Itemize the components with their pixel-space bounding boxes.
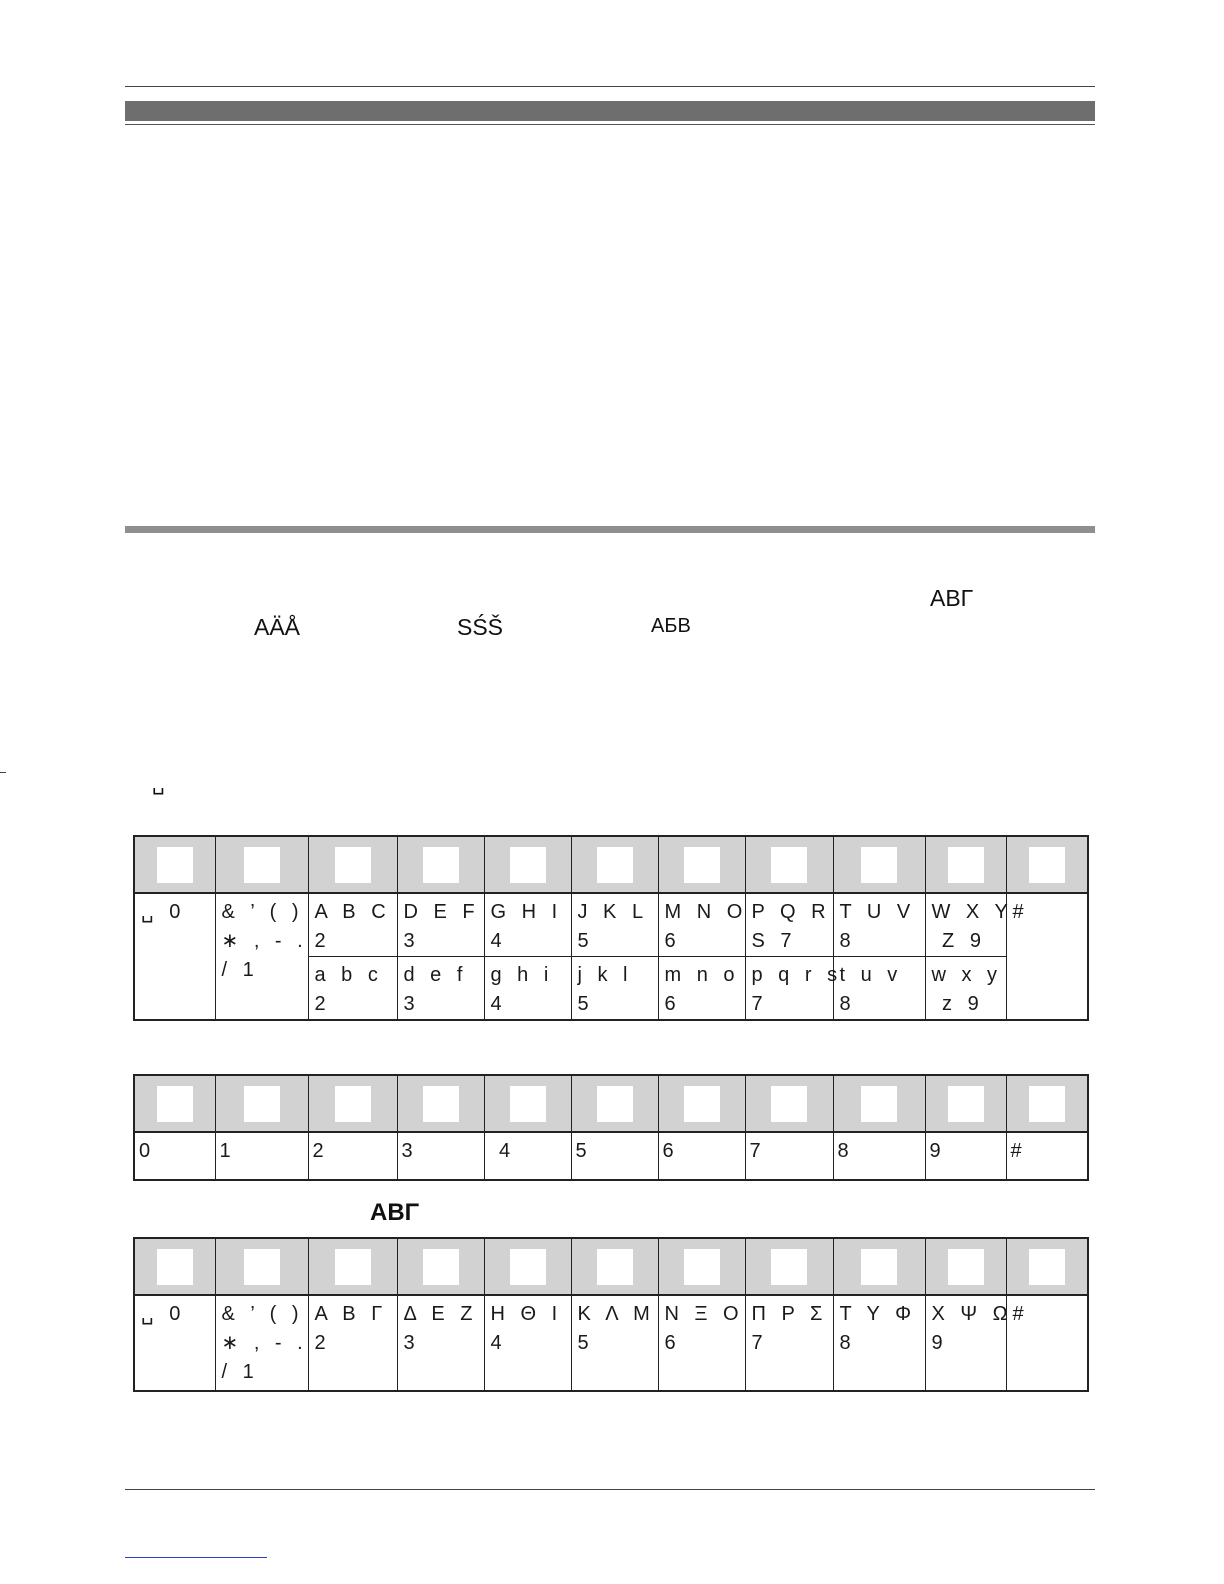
numeric-cell: 8 xyxy=(833,1132,925,1180)
key-cell xyxy=(571,836,658,893)
key-icon xyxy=(423,847,459,883)
key-icon xyxy=(948,1086,984,1122)
eastern-european-mode-glyph: SŚŠ xyxy=(457,614,504,640)
greek-mode-glyph: ΑΒΓ xyxy=(930,585,974,611)
greek-char-cell: Τ Υ Φ 8 xyxy=(833,1295,925,1391)
key-icon xyxy=(510,1249,546,1285)
char-cell-key-1: & ’ ( ) ∗ , - . / 1 xyxy=(215,893,308,1020)
greek-char-cell: # xyxy=(1006,1295,1088,1391)
key-cell xyxy=(308,1238,397,1295)
numeric-cell: 5 xyxy=(571,1132,658,1180)
key-icon xyxy=(1029,1086,1065,1122)
key-icon xyxy=(244,847,280,883)
numeric-cell: 7 xyxy=(745,1132,833,1180)
alphabet-character-table xyxy=(133,835,1089,1021)
greek-char-cell: ␣ 0 xyxy=(134,1295,215,1391)
key-icon xyxy=(861,1249,897,1285)
key-icon xyxy=(771,847,807,883)
key-cell xyxy=(308,836,397,893)
key-icon xyxy=(244,1086,280,1122)
key-icon xyxy=(157,1249,193,1285)
key-cell xyxy=(833,1238,925,1295)
header-rule xyxy=(125,86,1095,87)
key-cell xyxy=(215,1075,308,1132)
key-icon xyxy=(861,1086,897,1122)
key-cell xyxy=(134,1075,215,1132)
char-cell-key-5-lower: j k l 5 xyxy=(571,957,658,1021)
char-cell-key-6-upper: M N O 6 xyxy=(658,893,745,957)
section-divider-band xyxy=(125,526,1095,533)
char-cell-key-6-lower: m n o 6 xyxy=(658,957,745,1021)
key-icon xyxy=(771,1249,807,1285)
greek-character-table xyxy=(133,1237,1089,1392)
numeric-cell: 0 xyxy=(134,1132,215,1180)
margin-mark xyxy=(0,772,6,773)
key-cell xyxy=(397,1075,484,1132)
space-symbol-glyph: ␣ xyxy=(152,773,165,795)
char-cell-key-4-lower: g h i 4 xyxy=(484,957,571,1021)
key-cell xyxy=(745,1075,833,1132)
greek-char-cell: & ’ ( ) ∗ , - . / 1 xyxy=(215,1295,308,1391)
char-cell-key-3-upper: D E F 3 xyxy=(397,893,484,957)
key-cell xyxy=(745,836,833,893)
greek-char-cell: Ν Ξ Ο 6 xyxy=(658,1295,745,1391)
numeric-cell: # xyxy=(1006,1132,1088,1180)
numeric-character-table xyxy=(133,1074,1089,1181)
key-cell xyxy=(397,1238,484,1295)
key-cell xyxy=(1006,1238,1088,1295)
footer-link-underline[interactable] xyxy=(125,1557,267,1558)
cyrillic-mode-glyph: АБВ xyxy=(651,615,691,637)
key-cell xyxy=(571,1075,658,1132)
uppercase-row xyxy=(134,893,1088,957)
char-cell-key-8-lower: t u v 8 xyxy=(833,957,925,1021)
greek-char-cell: Δ Ε Ζ 3 xyxy=(397,1295,484,1391)
key-cell xyxy=(484,1238,571,1295)
numeric-cell: 4 xyxy=(484,1132,571,1180)
greek-row xyxy=(134,1295,1088,1391)
footer-rule xyxy=(125,1489,1095,1490)
char-cell-key-7-upper: P Q R S 7 xyxy=(745,893,833,957)
key-cell xyxy=(925,836,1006,893)
char-cell-key-9-upper: W X Y Z 9 xyxy=(925,893,1006,957)
header-band xyxy=(125,101,1095,121)
char-cell-key-3-lower: d e f 3 xyxy=(397,957,484,1021)
key-icon xyxy=(948,1249,984,1285)
key-icon xyxy=(861,847,897,883)
key-cell xyxy=(484,1075,571,1132)
numeric-cell: 6 xyxy=(658,1132,745,1180)
numeric-cell: 1 xyxy=(215,1132,308,1180)
key-cell xyxy=(134,1238,215,1295)
greek-char-cell: Χ Ψ Ω 9 xyxy=(925,1295,1006,1391)
key-row xyxy=(134,1075,1088,1132)
greek-char-cell: Α Β Γ 2 xyxy=(308,1295,397,1391)
key-cell xyxy=(397,836,484,893)
key-icon xyxy=(335,1249,371,1285)
key-icon xyxy=(1029,1249,1065,1285)
key-cell xyxy=(658,1075,745,1132)
char-cell-key-4-upper: G H I 4 xyxy=(484,893,571,957)
key-cell xyxy=(215,1238,308,1295)
greek-char-cell: Π Ρ Σ 7 xyxy=(745,1295,833,1391)
key-cell xyxy=(833,1075,925,1132)
key-icon xyxy=(423,1249,459,1285)
char-cell-key-8-upper: T U V 8 xyxy=(833,893,925,957)
key-icon xyxy=(423,1086,459,1122)
numeric-cell: 3 xyxy=(397,1132,484,1180)
key-icon xyxy=(597,1086,633,1122)
key-icon xyxy=(684,1249,720,1285)
key-icon xyxy=(335,1086,371,1122)
key-cell xyxy=(833,836,925,893)
char-cell-key-2-upper: A B C 2 xyxy=(308,893,397,957)
numeric-cell: 9 xyxy=(925,1132,1006,1180)
header-band-underline xyxy=(125,124,1095,125)
key-cell xyxy=(745,1238,833,1295)
key-cell xyxy=(658,1238,745,1295)
key-cell xyxy=(658,836,745,893)
latin-extended-mode-glyph: AÄÅ xyxy=(254,614,301,640)
key-cell xyxy=(215,836,308,893)
greek-char-cell: Η Θ Ι 4 xyxy=(484,1295,571,1391)
greek-char-cell: Κ Λ Μ 5 xyxy=(571,1295,658,1391)
key-icon xyxy=(597,1249,633,1285)
char-cell-key-5-upper: J K L 5 xyxy=(571,893,658,957)
key-icon xyxy=(684,847,720,883)
key-cell xyxy=(134,836,215,893)
key-icon xyxy=(510,847,546,883)
numeric-row xyxy=(134,1132,1088,1180)
key-icon xyxy=(948,847,984,883)
greek-table-caption: ΑΒΓ xyxy=(370,1199,420,1226)
char-cell-key-9-lower: w x y z 9 xyxy=(925,957,1006,1021)
key-cell xyxy=(484,836,571,893)
key-cell xyxy=(925,1238,1006,1295)
key-row xyxy=(134,836,1088,893)
key-icon xyxy=(684,1086,720,1122)
key-icon xyxy=(157,1086,193,1122)
char-cell-key-hash: # xyxy=(1006,893,1088,1020)
char-cell-key-7-lower: p q r s 7 xyxy=(745,957,833,1021)
key-cell xyxy=(308,1075,397,1132)
key-row xyxy=(134,1238,1088,1295)
key-cell xyxy=(925,1075,1006,1132)
key-cell xyxy=(571,1238,658,1295)
key-icon xyxy=(771,1086,807,1122)
key-icon xyxy=(1029,847,1065,883)
key-icon xyxy=(510,1086,546,1122)
key-icon xyxy=(597,847,633,883)
char-cell-key-2-lower: a b c 2 xyxy=(308,957,397,1021)
key-cell xyxy=(1006,1075,1088,1132)
key-icon xyxy=(335,847,371,883)
key-icon xyxy=(157,847,193,883)
key-icon xyxy=(244,1249,280,1285)
char-cell-key-0: ␣ 0 xyxy=(134,893,215,1020)
key-cell xyxy=(1006,836,1088,893)
numeric-cell: 2 xyxy=(308,1132,397,1180)
